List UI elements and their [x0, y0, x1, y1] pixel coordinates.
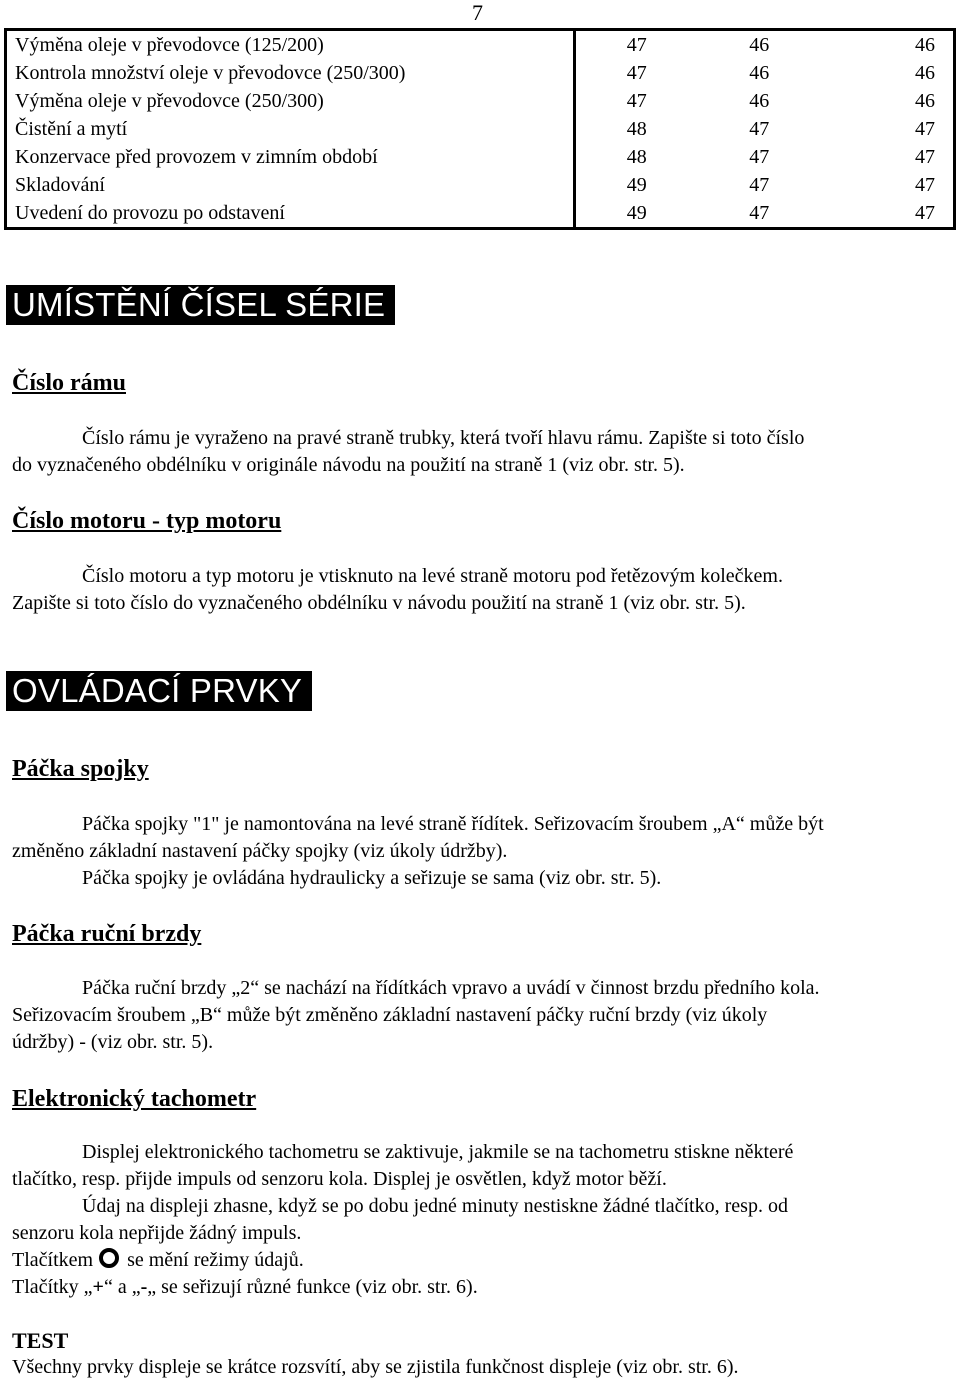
index-entry-name: Kontrola množství oleje v převodovce (250/300)	[6, 59, 575, 87]
paragraph-hand-brake-lever: Páčka ruční brzdy „2“ se nachází na řídítkách vpravo a uvádí v činnost brzdu předního kola. Seřizovacím šroubem „B“ může být změněno základní nastavení páčky ruční brzdy (viz úkoly údržby) - (viz obr. str. 5).	[12, 977, 820, 1053]
heading-clutch-lever: Páčka spojky	[12, 756, 149, 782]
section-title-serial-numbers: UMÍSTĚNÍ ČÍSEL SÉRIE	[6, 285, 395, 325]
table-row	[6, 59, 955, 87]
mode-button-line: Tlačítkem se mění režimy údajů.	[12, 1249, 304, 1271]
page-ref-col1: 48	[626, 145, 647, 168]
page-ref-col1: 49	[626, 173, 647, 196]
table-row	[6, 199, 955, 229]
index-entry-name: Uvedení do provozu po odstavení	[6, 199, 575, 229]
paragraph-engine-number: Číslo motoru a typ motoru je vtisknuto na levé straně motoru pod řetězovým kolečkem. Zapište si toto číslo do vyznačeného obdélníku v návodu použití na straně 1 (viz obr. str. 5).	[12, 565, 783, 614]
page-ref-col3: 47	[915, 173, 935, 196]
heading-engine-number: Číslo motoru - typ motoru	[12, 508, 282, 534]
section-title-controls: OVLÁDACÍ PRVKY	[6, 671, 312, 711]
page-ref-col1: 47	[626, 89, 647, 112]
page-ref-col3: 47	[915, 145, 935, 168]
page-ref-col3: 46	[915, 33, 935, 56]
page-ref-col3: 46	[915, 61, 935, 84]
maintenance-index-table	[4, 28, 956, 230]
page-ref-col2: 46	[749, 33, 770, 56]
page-ref-col2: 47	[749, 145, 770, 168]
heading-test: TEST	[12, 1328, 69, 1353]
page-ref-col2: 46	[749, 61, 770, 84]
page-ref-col2: 47	[749, 201, 770, 224]
mode-circle-icon	[99, 1248, 119, 1268]
plus-minus-line: Tlačítky „+“ a „-„ se seřizují různé funkce (viz obr. str. 6).	[12, 1276, 478, 1298]
paragraph-test: Všechny prvky displeje se krátce rozsvítí, aby se zjistila funkčnost displeje (viz obr. str. 6).	[12, 1356, 739, 1378]
index-entry-name: Čistění a mytí	[6, 115, 575, 143]
index-entry-name: Skladování	[6, 171, 575, 199]
index-entry-name: Konzervace před provozem v zimním období	[6, 143, 575, 171]
table-row	[6, 143, 955, 171]
page-ref-col2: 47	[749, 173, 770, 196]
page-ref-col1: 47	[626, 61, 647, 84]
page-ref-col3: 47	[915, 201, 935, 224]
page-ref-col3: 47	[915, 117, 935, 140]
plus-symbol: +	[92, 1276, 104, 1298]
page-number: 7	[472, 0, 483, 25]
page-ref-col2: 47	[749, 117, 770, 140]
table-row	[6, 115, 955, 143]
table-row	[6, 30, 955, 60]
paragraph-electronic-speedometer: Displej elektronického tachometru se zaktivuje, jakmile se na tachometru stiskne některé tlačítko, resp. přijde impuls od senzoru kola. Displej je osvětlen, když motor běží. Údaj na displeji zhasne, když se po dobu jedné minuty nestiskne žádné tlačítko, resp. od senzoru kola nepřijde žádný impuls. Tlačítkem se mění režimy údajů. Tlačítky „+“ a „-„ se seřizují různé funkce (viz obr. str. 6).	[12, 1139, 952, 1301]
page-ref-col1: 49	[626, 201, 647, 224]
heading-hand-brake-lever: Páčka ruční brzdy	[12, 921, 202, 947]
page-ref-col3: 46	[915, 89, 935, 112]
page-ref-col1: 48	[626, 117, 647, 140]
table-row	[6, 171, 955, 199]
heading-frame-number: Číslo rámu	[12, 370, 126, 396]
minus-symbol: -	[140, 1276, 148, 1298]
page-ref-col1: 47	[626, 33, 647, 56]
heading-electronic-speedometer: Elektronický tachometr	[12, 1086, 257, 1112]
table-row	[6, 87, 955, 115]
paragraph-frame-number: Číslo rámu je vyraženo na pravé straně trubky, která tvoří hlavu rámu. Zapište si toto číslo do vyznačeného obdélníku v originále návodu na použití na straně 1 (viz obr. str. 5).	[12, 427, 805, 476]
paragraph-clutch-lever: Páčka spojky "1" je namontována na levé straně řídítek. Seřizovacím šroubem „A“ může být změněno základní nastavení páčky spojky (viz úkoly údržby). Páčka spojky je ovládána hydraulicky a seřizuje se sama (viz obr. str. 5).	[12, 813, 824, 889]
page-ref-col2: 46	[749, 89, 770, 112]
index-entry-name: Výměna oleje v převodovce (125/200)	[6, 30, 575, 60]
index-entry-name: Výměna oleje v převodovce (250/300)	[6, 87, 575, 115]
